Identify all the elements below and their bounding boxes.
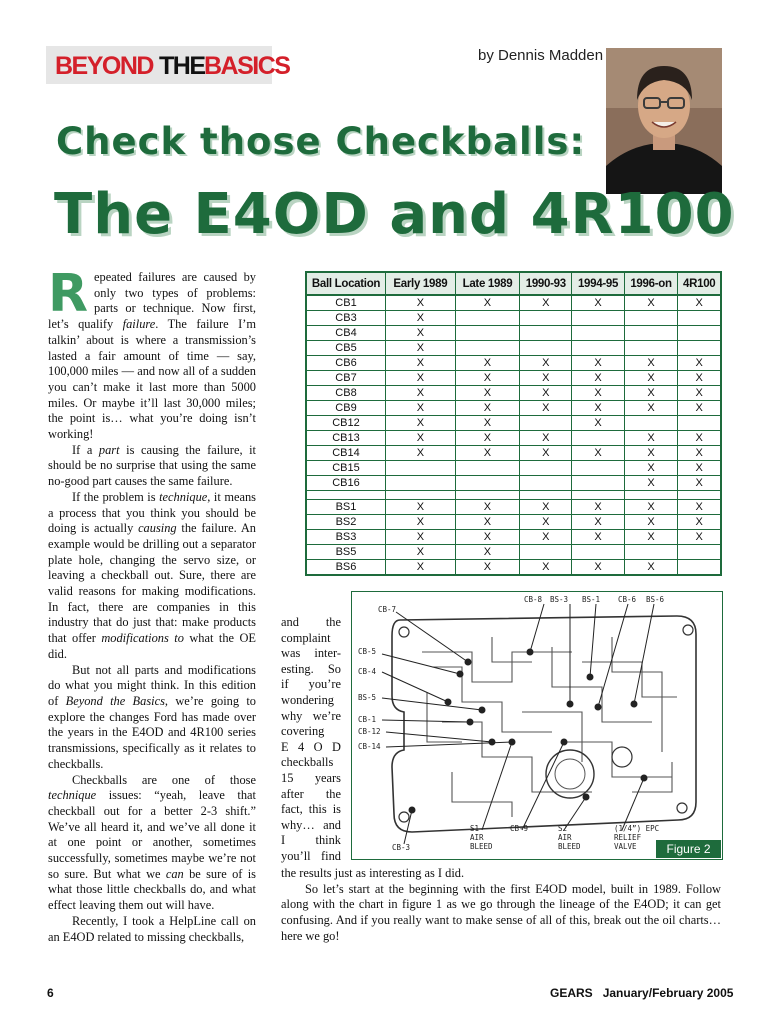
table-cell: X (572, 530, 624, 545)
label-cb1: CB-1 (358, 715, 377, 724)
table-cell: X (624, 530, 678, 545)
table-cell: X (624, 295, 678, 311)
checkball-table (305, 271, 722, 576)
column-header: Ball Location (306, 272, 386, 295)
table-cell: X (572, 500, 624, 515)
table-cell: X (678, 515, 721, 530)
paragraph (48, 914, 256, 945)
table-cell: X (678, 530, 721, 545)
table-cell: X (624, 431, 678, 446)
table-cell: X (678, 461, 721, 476)
table-cell: X (386, 326, 456, 341)
narrow-line: fact, this is (281, 802, 341, 817)
table-row (306, 311, 721, 326)
text-run: epeated failures are caused by only two types of problems: parts or technique. Now first, let’s qualify (48, 270, 256, 332)
table-cell: X (455, 500, 519, 515)
table-cell: X (386, 545, 456, 560)
table-cell (455, 341, 519, 356)
text-run: failure (122, 317, 156, 332)
ball-location-cell: CB4 (306, 326, 386, 341)
table-row (306, 416, 721, 431)
column-header: 1994-95 (572, 272, 624, 295)
label-epc: (1/4”) EPC (614, 824, 660, 833)
banner-word-basics: BASICS (204, 52, 290, 80)
label-s1: S1 (470, 824, 480, 833)
table-cell: X (678, 371, 721, 386)
label-cb7: CB-7 (378, 605, 397, 614)
text-run: , we’re going to explore the changes Ford has made over the years in the E4OD and 4R100 series transmissions, specifically as it relates to checkballs. (48, 693, 256, 771)
narrow-line: was inter- (281, 646, 341, 661)
table-cell: X (386, 295, 456, 311)
text-run: be sure of is what those little checkballs do, and what effect leaving them out will have. (48, 866, 256, 913)
table-cell: X (572, 356, 624, 371)
table-cell: X (520, 530, 572, 545)
table-cell: X (520, 371, 572, 386)
table-cell: X (455, 295, 519, 311)
table-cell: X (678, 500, 721, 515)
table-cell (572, 476, 624, 491)
ball-location-cell (306, 491, 386, 500)
table-cell (520, 461, 572, 476)
table-cell: X (678, 295, 721, 311)
text-run: If a (72, 442, 99, 457)
ball-location-cell: BS2 (306, 515, 386, 530)
narrow-line: E 4 O D (281, 739, 341, 754)
page-number: 6 (47, 986, 54, 1000)
table-cell: X (455, 386, 519, 401)
table-cell: X (455, 560, 519, 576)
drop-cap: R (48, 264, 89, 324)
table-cell (520, 545, 572, 560)
table-cell: X (455, 530, 519, 545)
table-cell: X (520, 500, 572, 515)
text-run: technique (48, 788, 97, 803)
column-header: 4R100 (678, 272, 721, 295)
table-cell: X (386, 446, 456, 461)
table-cell (678, 560, 721, 576)
label-s1-bleed: BLEED (470, 842, 493, 851)
table-cell: X (678, 386, 721, 401)
table-cell (455, 476, 519, 491)
table-cell (678, 545, 721, 560)
table-cell: X (624, 560, 678, 576)
table-cell: X (455, 431, 519, 446)
table-cell (678, 491, 721, 500)
table-cell: X (520, 401, 572, 416)
ball-location-cell: CB16 (306, 476, 386, 491)
table-cell (678, 311, 721, 326)
table-cell: X (678, 476, 721, 491)
table-cell (386, 461, 456, 476)
ball-location-cell: CB15 (306, 461, 386, 476)
table-cell: X (624, 446, 678, 461)
valve-body-diagram (352, 592, 722, 859)
narrow-line: 15 years (281, 770, 341, 785)
label-bs5: BS-5 (358, 693, 377, 702)
table-cell: X (520, 295, 572, 311)
ball-location-cell: BS3 (306, 530, 386, 545)
paragraph (281, 866, 721, 882)
table-cell: X (520, 386, 572, 401)
text-run: Beyond the Basics (65, 693, 165, 708)
table-cell (520, 416, 572, 431)
label-valve: VALVE (614, 842, 637, 851)
table-cell (678, 416, 721, 431)
label-s2-bleed: BLEED (558, 842, 581, 851)
table-cell: X (455, 545, 519, 560)
ball-location-cell: BS6 (306, 560, 386, 576)
table-cell (624, 311, 678, 326)
table-row (306, 545, 721, 560)
banner-word-the: THE (159, 52, 205, 80)
table-cell: X (386, 416, 456, 431)
author-photo (606, 48, 722, 194)
narrow-line: and the (281, 615, 341, 629)
table-row (306, 491, 721, 500)
label-bs1: BS-1 (582, 595, 601, 604)
narrow-line: wondering (281, 692, 334, 707)
text-run: causing (138, 521, 177, 536)
ball-location-cell: CB3 (306, 311, 386, 326)
label-cb4: CB-4 (358, 667, 377, 676)
table-cell: X (520, 431, 572, 446)
ball-location-cell: CB6 (306, 356, 386, 371)
table-cell (678, 326, 721, 341)
label-s1-air: AIR (470, 833, 484, 842)
ball-location-cell: CB5 (306, 341, 386, 356)
table-cell: X (386, 356, 456, 371)
ball-location-cell: CB1 (306, 295, 386, 311)
table-cell (572, 491, 624, 500)
table-row (306, 431, 721, 446)
table-cell: X (572, 515, 624, 530)
section-banner (46, 46, 290, 84)
text-run: the results just as interesting as I did. (281, 866, 465, 880)
publication-name: GEARS (550, 986, 593, 1000)
column-header: Early 1989 (386, 272, 456, 295)
text-run: . The failure I’m talkin’ about is where a transmission’s lasted a fair amount of time — say, 100,000 miles — and now all of a sudden you can’t make it last more than 5000 miles. Or maybe it’ll last 30,000 miles; the point is… what you’re doing isn’t working! (48, 317, 256, 442)
table-cell: X (678, 446, 721, 461)
article-kicker: Check those Checkballs: (56, 120, 586, 163)
label-bs6: BS-6 (646, 595, 665, 604)
table-cell (386, 476, 456, 491)
table-cell (572, 326, 624, 341)
table-cell (520, 341, 572, 356)
table-row (306, 326, 721, 341)
article-bottom-text (281, 866, 721, 945)
table-row (306, 500, 721, 515)
figure-caption: Figure 2 (656, 840, 721, 858)
table-cell: X (455, 371, 519, 386)
label-cb14: CB-14 (358, 742, 381, 751)
table-cell: X (520, 560, 572, 576)
table-cell (520, 491, 572, 500)
table-row (306, 295, 721, 311)
table-cell (624, 341, 678, 356)
table-cell: X (386, 371, 456, 386)
narrow-line: covering (281, 724, 325, 739)
label-cb3: CB-3 (392, 843, 411, 852)
table-cell (572, 461, 624, 476)
label-cb5: CB-5 (358, 647, 377, 656)
label-cb12: CB-12 (358, 727, 381, 736)
table-row (306, 515, 721, 530)
table-header-row (306, 272, 721, 295)
table-cell: X (572, 416, 624, 431)
paragraph (48, 264, 256, 443)
label-s2: S2 (558, 824, 568, 833)
table-row (306, 386, 721, 401)
ball-location-cell: CB13 (306, 431, 386, 446)
table-cell: X (678, 431, 721, 446)
table-cell: X (520, 356, 572, 371)
table-cell: X (455, 416, 519, 431)
table-cell: X (386, 500, 456, 515)
label-relief: RELIEF (614, 833, 642, 842)
issue-date: January/February 2005 (602, 986, 734, 1000)
table-row (306, 461, 721, 476)
table-cell: X (455, 446, 519, 461)
table-cell (520, 311, 572, 326)
table-cell (455, 326, 519, 341)
table-row (306, 356, 721, 371)
ball-location-cell: BS5 (306, 545, 386, 560)
table-cell (455, 491, 519, 500)
table-cell: X (678, 401, 721, 416)
table-cell: X (386, 341, 456, 356)
column-header: Late 1989 (455, 272, 519, 295)
table-cell (624, 326, 678, 341)
text-run: Recently, I took a HelpLine call on an E4OD related to missing checkballs, (48, 913, 256, 944)
text-run: the failure. An example would be drilling out a separator plate hole, changing the servo size, or leaving a checkball out. Sure, there are valid reasons for making modifications. In fact, there are companies in this industry that do just that: make products that offer (48, 521, 256, 646)
paragraph (48, 773, 256, 914)
table-cell (572, 431, 624, 446)
table-cell: X (520, 446, 572, 461)
paragraph (48, 490, 256, 663)
text-run: what the OE did. (48, 631, 257, 661)
table-cell: X (386, 386, 456, 401)
table-cell: X (572, 371, 624, 386)
ball-location-cell: CB14 (306, 446, 386, 461)
publication-footer (550, 986, 733, 1000)
table-cell (572, 311, 624, 326)
table-cell (678, 341, 721, 356)
table-row (306, 341, 721, 356)
article-title: The E4OD and 4R100 (54, 182, 735, 247)
table-cell (520, 476, 572, 491)
table-cell: X (386, 401, 456, 416)
table-cell (572, 341, 624, 356)
narrow-line: after the (281, 786, 341, 801)
article-narrow-column (281, 615, 341, 865)
table-cell: X (624, 386, 678, 401)
table-cell: X (624, 476, 678, 491)
narrow-line: esting. So (281, 661, 341, 676)
table-cell: X (678, 356, 721, 371)
table-cell: X (572, 386, 624, 401)
ball-location-cell: CB8 (306, 386, 386, 401)
table-cell: X (572, 560, 624, 576)
table-row (306, 560, 721, 576)
article-left-column (48, 264, 257, 945)
ball-location-cell: CB9 (306, 401, 386, 416)
narrow-line: if you’re (281, 677, 341, 692)
label-bs3: BS-3 (550, 595, 569, 604)
table-row (306, 530, 721, 545)
text-run: , it means a process that you think you should be doing is actually (48, 489, 256, 536)
table-cell (386, 491, 456, 500)
table-row (306, 371, 721, 386)
table-cell: X (386, 431, 456, 446)
table-cell: X (572, 295, 624, 311)
table-cell (572, 545, 624, 560)
table-row (306, 476, 721, 491)
label-s2-air: AIR (558, 833, 572, 842)
text-run: If the problem is (72, 489, 160, 504)
table-cell: X (624, 371, 678, 386)
valve-body-figure (351, 591, 723, 860)
table-cell (520, 326, 572, 341)
paragraph (48, 663, 256, 773)
ball-location-cell: CB7 (306, 371, 386, 386)
banner-word-beyond: BEYOND (55, 52, 153, 80)
table-cell (455, 461, 519, 476)
ball-location-cell: BS1 (306, 500, 386, 515)
text-run: technique (159, 489, 208, 504)
narrow-line: complaint (281, 630, 331, 645)
narrow-line: you’ll find (281, 848, 341, 863)
table-cell (455, 311, 519, 326)
narrow-line: why… and (281, 817, 341, 832)
text-run: modifications to (101, 631, 184, 646)
label-cb6: CB-6 (618, 595, 637, 604)
table-cell (624, 491, 678, 500)
narrow-line: I think (281, 833, 341, 848)
table-cell: X (624, 461, 678, 476)
table-cell: X (455, 515, 519, 530)
narrow-line: why we’re (281, 708, 341, 723)
table-cell: X (386, 515, 456, 530)
column-header: 1990-93 (520, 272, 572, 295)
text-run: can (165, 866, 184, 881)
table-row (306, 446, 721, 461)
table-cell: X (572, 401, 624, 416)
ball-location-cell: CB12 (306, 416, 386, 431)
paragraph (281, 882, 721, 945)
label-cb8-top: CB-8 (524, 595, 543, 604)
table-cell: X (624, 500, 678, 515)
text-run: is causing the failure, it should be no surprise that using the same no-good part causes the same failure. (48, 442, 256, 489)
narrow-line: checkballs (281, 755, 334, 770)
table-cell: X (455, 356, 519, 371)
text-run: Checkballs are one of those (72, 772, 256, 787)
author-byline: by Dennis Madden (478, 47, 604, 64)
table-cell: X (386, 311, 456, 326)
column-header: 1996-on (624, 272, 678, 295)
table-cell: X (386, 560, 456, 576)
table-row (306, 401, 721, 416)
label-cb9: CB-9 (510, 824, 529, 833)
table-cell (624, 416, 678, 431)
table-cell: X (572, 446, 624, 461)
table-cell: X (624, 356, 678, 371)
table-cell: X (386, 530, 456, 545)
table-cell: X (520, 515, 572, 530)
text-run: part (98, 442, 120, 457)
text-run: So let’s start at the beginning with the first E4OD model, built in 1989. Follow along with the chart in figure 1 as we go through the lineage of the E4OD; it can get confusing. And if you really want to make sense of all of this, break out the oil charts… here we go! (281, 881, 721, 943)
text-run: issues: “yeah, leave that checkball out for a better 2-3 shift.” We’ve all heard it, and we’ve all done it at one point or another, sometimes successfully, sometimes maybe we’re not so sure. But what we (48, 788, 256, 881)
table-cell: X (455, 401, 519, 416)
table-cell (624, 545, 678, 560)
text-run: But not all parts and modifications do what you might think. In this edition of (48, 662, 256, 708)
table-cell: X (624, 515, 678, 530)
table-cell: X (624, 401, 678, 416)
paragraph (48, 443, 256, 490)
